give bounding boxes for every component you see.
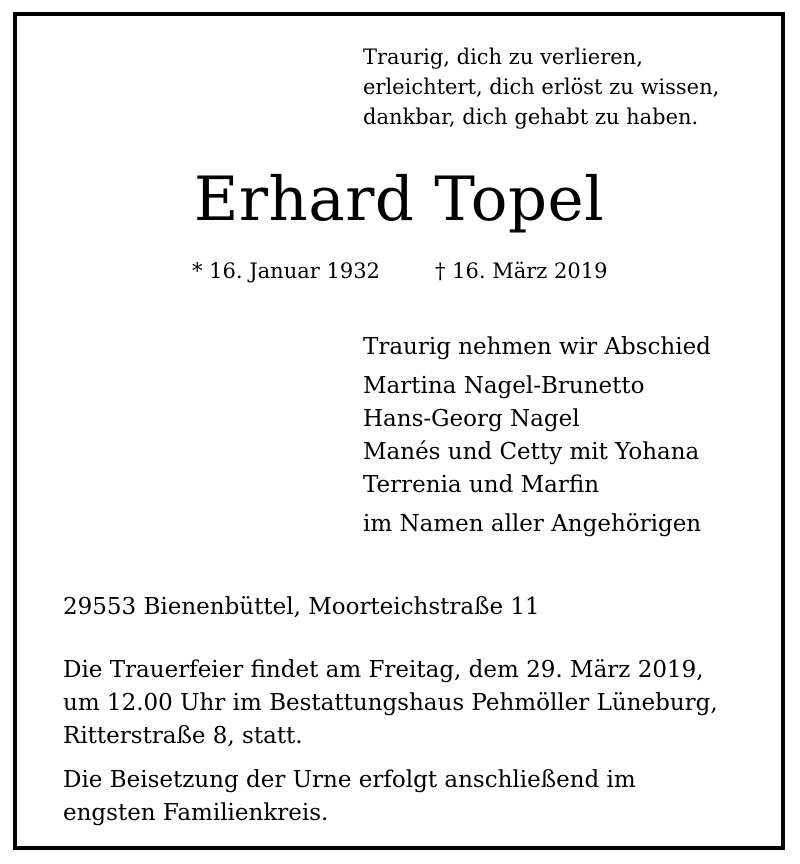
funeral-line: um 12.00 Uhr im Bestattungshaus Pehmöller Lüneburg, [63,690,718,716]
mourners-outro: im Namen aller Angehörigen [363,511,702,537]
burial-info [63,764,783,830]
mourner-name: Manés und Cetty mit Yohana [363,439,700,465]
death-date: † 16. März 2019 [435,259,608,283]
funeral-info [63,654,783,753]
birth-date: * 16. Januar 1932 [192,259,380,283]
motto-line: erleichtert, dich erlöst zu wissen, [363,75,720,99]
burial-line: engsten Familienkreis. [63,800,329,826]
funeral-line: Ritterstraße 8, statt. [63,723,303,749]
motto-line: dankbar, dich gehabt zu haben. [363,105,699,129]
funeral-line: Die Trauerfeier findet am Freitag, dem 29. März 2019, [63,657,704,683]
motto-verse [363,42,763,132]
motto-line: Traurig, dich zu verlieren, [363,45,643,69]
obituary-notice [13,12,785,850]
mourner-name: Martina Nagel-Brunetto [363,373,645,399]
deceased-name: Erhard Topel [193,164,605,235]
mourner-name: Hans-Georg Nagel [363,406,580,432]
mourners-intro: Traurig nehmen wir Abschied [363,334,711,360]
burial-line: Die Beisetzung der Urne erfolgt anschließend im [63,767,636,793]
mourner-name: Terrenia und Marfin [363,472,600,498]
mourners-block [363,331,783,541]
address: 29553 Bienenbüttel, Moorteichstraße 11 [63,594,540,620]
